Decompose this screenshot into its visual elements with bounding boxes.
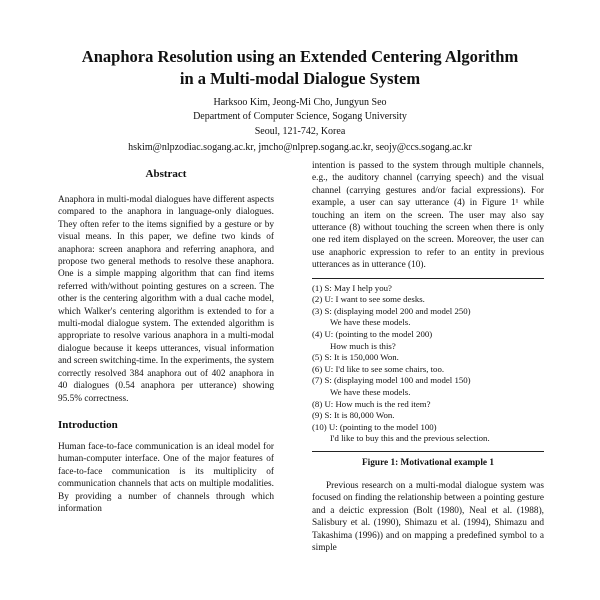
abstract-text: Anaphora in multi-modal dialogues have different aspects compared to the anaphora in language-only dialogues. They often refer to the items signified by a gesture or by visual means. In this paper, we define two kinds of anaphora: screen anaphora and referring anaphora, and propose two general methods to resolve these anaphora. One is a simple mapping algorithm that can find items referred with/without pointing gestures on a screen. The other is the centering algorithm with a dual cache model, which Walker's centering algorithm is extended to for a multi-modal dialogue system. The extended algorithm is appropriate to resolve various anaphora in a multi-modal dialogue because it keeps utterances, visual information and screen switching-time. In the experiments, the system correctly resolved 384 anaphora out of 402 anaphora in 40 dialogues (0.54 anaphora per utterance) showing 95.5% correctness. bbox=[58, 195, 274, 404]
author-emails: hskim@nlpzodiac.sogang.ac.kr, jmcho@nlprep.sogang.ac.kr, seojy@ccs.sogang.ac.kr bbox=[128, 142, 472, 153]
example-line: (7) S: (displaying model 100 and model 150) bbox=[312, 375, 471, 386]
figure-caption: Figure 1: Motivational example 1 bbox=[361, 457, 495, 468]
introduction-text: Human face-to-face communication is an ideal model for human-computer interface. One of the major features of face-to-face communication is its multiplicity of communication channels that acts on multiple modalities. By providing a number of channels through which information bbox=[58, 441, 274, 514]
address: Seoul, 121-742, Korea bbox=[254, 126, 346, 137]
affiliation: Department of Computer Science, Sogang University bbox=[193, 111, 407, 122]
abstract-heading: Abstract bbox=[145, 168, 187, 180]
paper-title-line-1: Anaphora Resolution using an Extended Centering Algorithm bbox=[81, 47, 519, 66]
introduction-heading: Introduction bbox=[58, 418, 118, 431]
example-line: How much is this? bbox=[330, 340, 396, 351]
example-dialogue-box bbox=[312, 278, 544, 452]
intro-continuation-text: intention is passed to the system through multiple channels, e.g., the auditory channel (carrying speech) and the visual channel (carrying gestures and/or facial expressions). For example, a user can say utterance (4) in Figure 1¹ while touching an item on the screen. The user may also say utterance (8) without touching the screen when there is only one red item displayed on the screen. Moreover, the user can use anaphoric expression to refer to an entity in previous utterances as in utterance (10). bbox=[312, 161, 544, 271]
example-line: We have these models. bbox=[330, 317, 411, 328]
example-line: (10) U: (pointing to the model 100) bbox=[312, 421, 437, 432]
example-line: (3) S: (displaying model 200 and model 250) bbox=[312, 305, 471, 316]
example-line: (1) S: May I help you? bbox=[312, 282, 392, 293]
example-line: We have these models. bbox=[330, 387, 411, 397]
right-column bbox=[312, 160, 544, 554]
example-line: (6) U: I'd like to see some chairs, too. bbox=[312, 363, 445, 374]
authors: Harksoo Kim, Jeong-Mi Cho, Jungyun Seo bbox=[213, 97, 387, 108]
example-line: (9) S: It is 80,000 Won. bbox=[312, 410, 395, 421]
example-line: (2) U: I want to see some desks. bbox=[312, 294, 425, 305]
example-line: (5) S: It is 150,000 Won. bbox=[312, 352, 399, 363]
paper-title-line-2: in a Multi-modal Dialogue System bbox=[179, 69, 421, 88]
example-line: I'd like to buy this and the previous selection. bbox=[330, 433, 490, 444]
previous-research-text: Previous research on a multi-modal dialogue system was focused on finding the relationship between a pointing gesture and a deictic expression (Bolt (1980), Neal et al. (1988), Salisbury et al. (1990), Shimazu et al. (1994), Shimazu and Takashima (1996)) and on mapping a predefined symbol to a simple bbox=[312, 480, 544, 553]
left-column bbox=[58, 160, 274, 515]
example-line: (4) U: (pointing to the model 200) bbox=[312, 329, 433, 340]
example-line: (8) U: How much is the red item? bbox=[312, 398, 431, 409]
